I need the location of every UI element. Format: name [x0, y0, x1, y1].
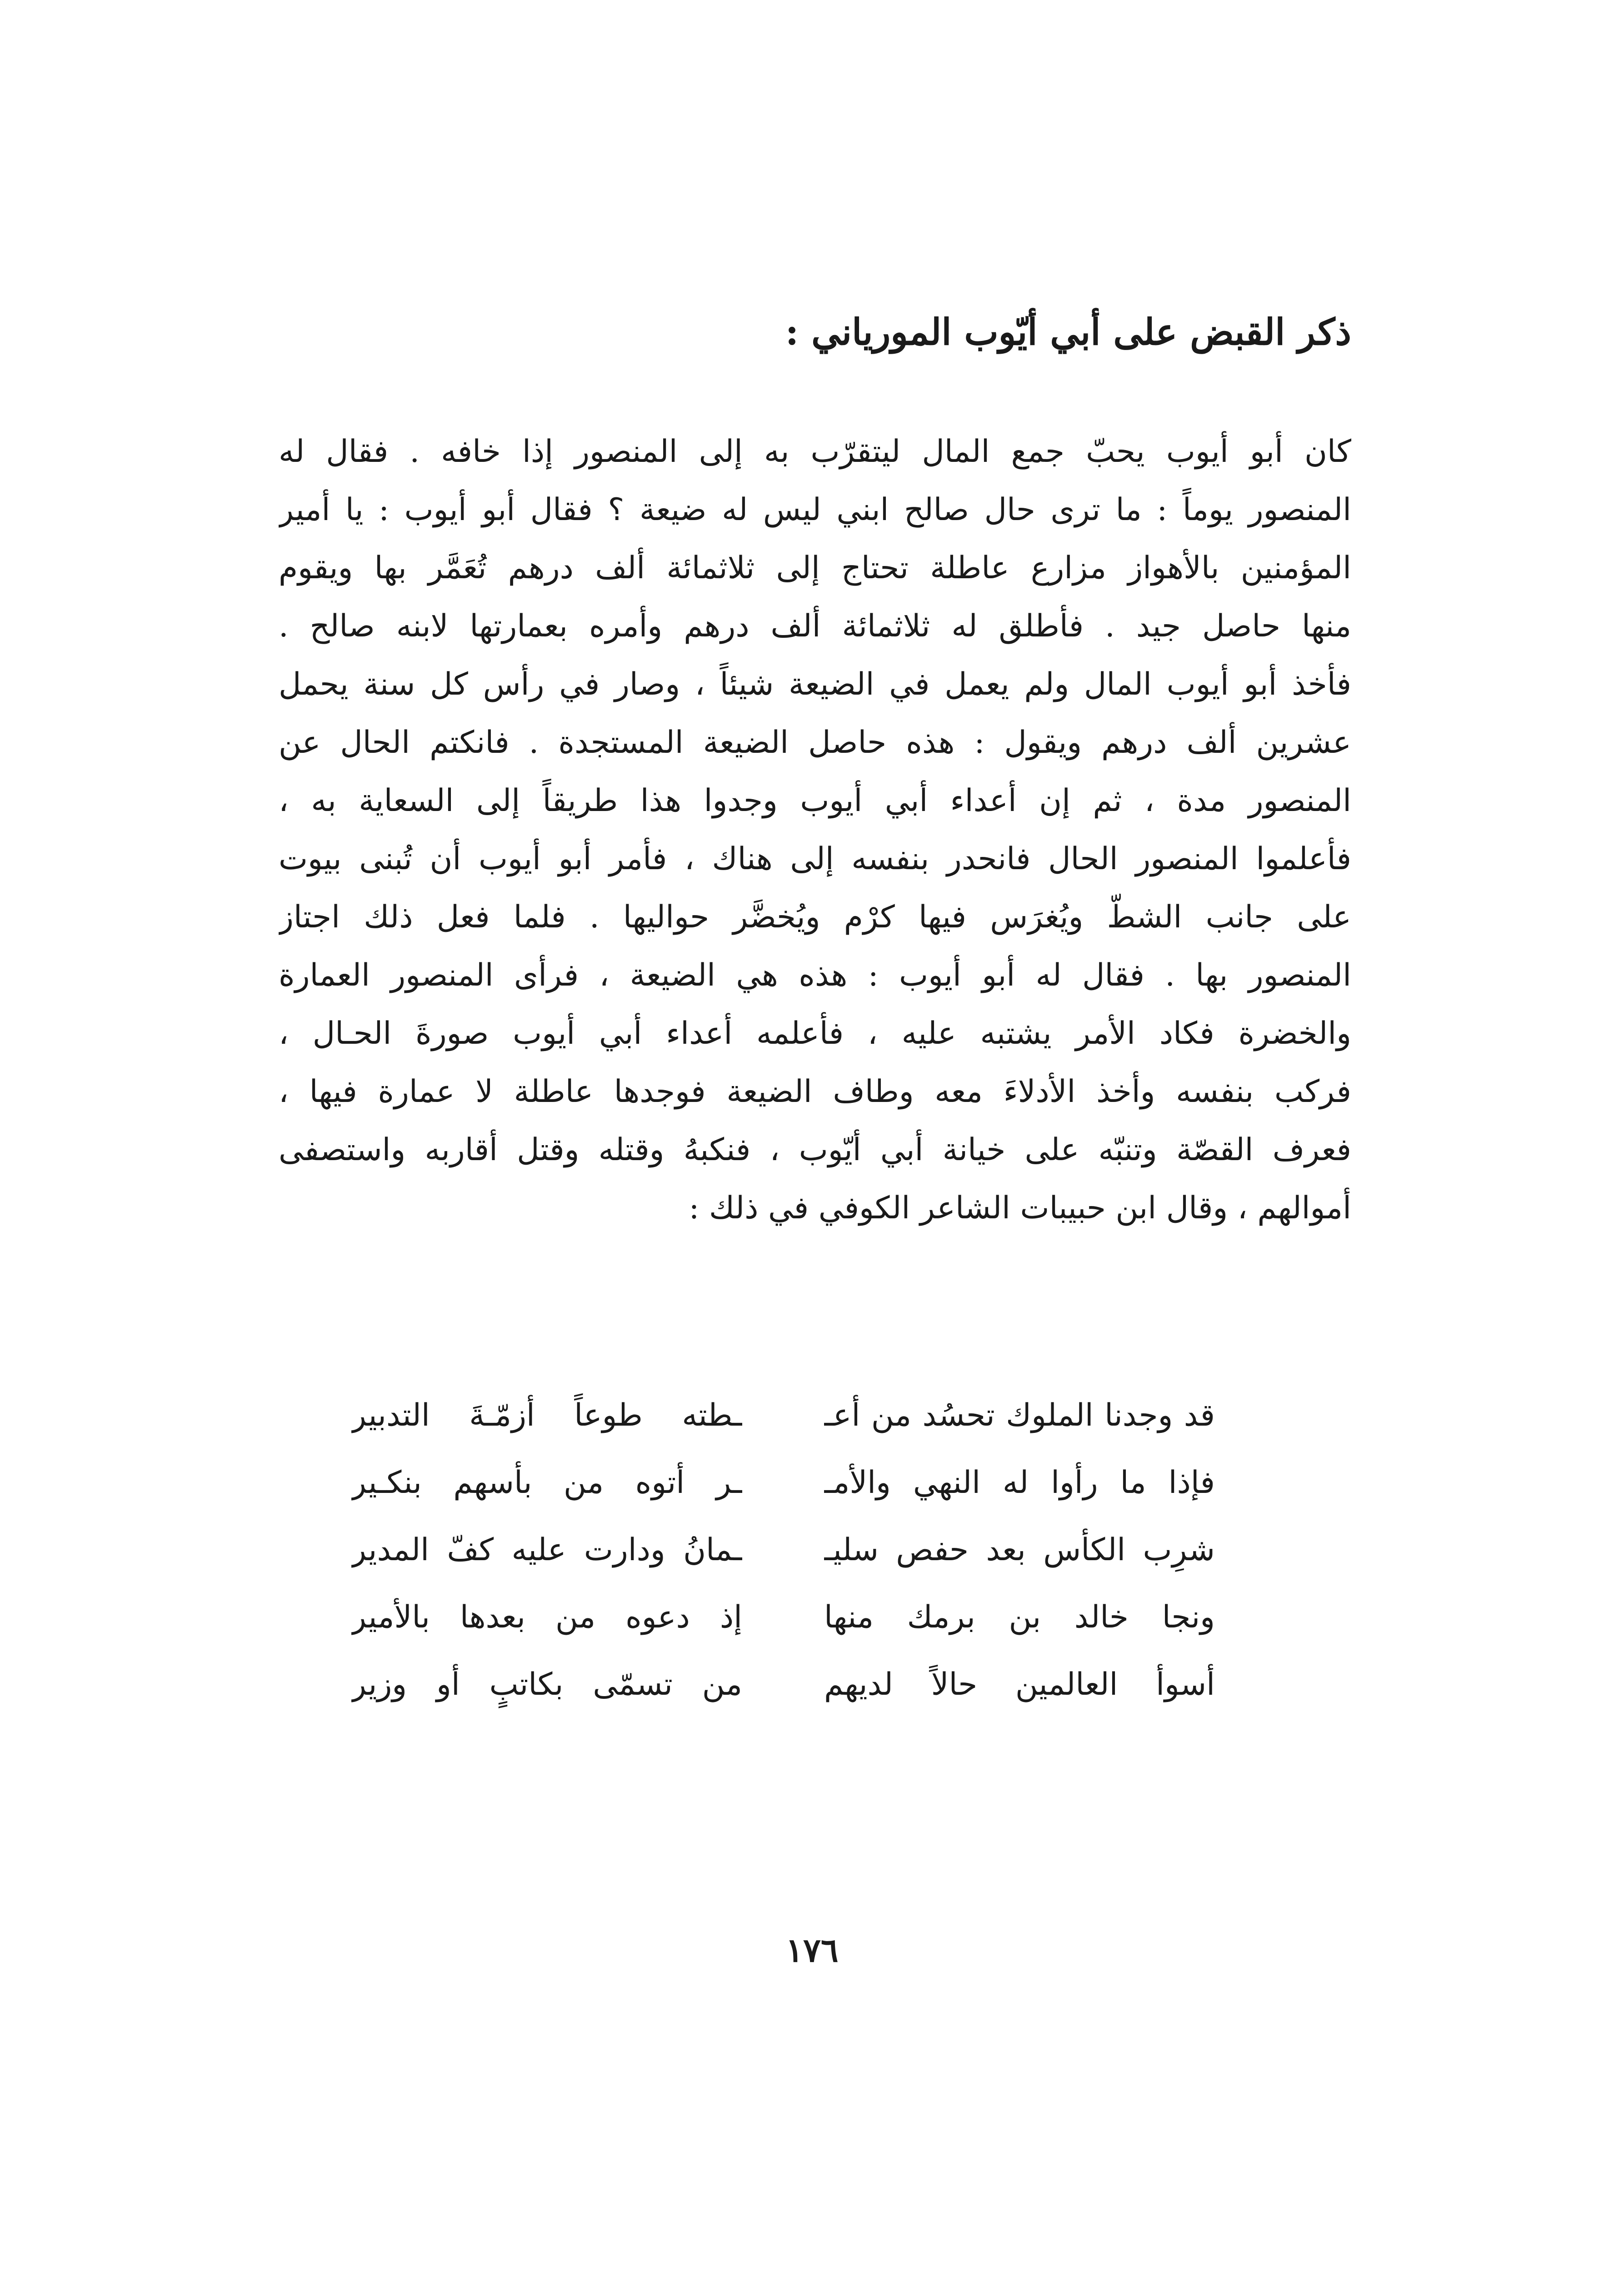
verse-second-hemistich: ـر أتوه من بأسهم بنكـير	[351, 1465, 742, 1501]
paragraph-line: فعرف القصّة وتنبّه على خيانة أبي أيّوب ، فنكبهُ وقتله وقتل أقاربه واستصفى	[279, 1132, 1351, 1168]
paragraph-line: والخضرة فكاد الأمر يشتبه عليه ، فأعلمه أعداء أبي أيوب صورةَ الحـال ،	[279, 1016, 1351, 1051]
poem	[351, 1382, 1215, 1718]
verse-first-hemistich: قد وجدنا الملوك تحسُد من أعـ	[824, 1397, 1215, 1433]
verse-first-hemistich: شرِب الكأس بعد حفص سليـ	[824, 1532, 1215, 1568]
verse-first-hemistich: ونجا خالد بن برمك منها	[824, 1599, 1215, 1635]
paragraph-line: أموالهم ، وقال ابن حبيبات الشاعر الكوفي في ذلك :	[689, 1190, 1351, 1226]
paragraph-line: فأخذ أبو أيوب المال ولم يعمل في الضيعة شيئاً ، وصار في رأس كل سنة يحمل	[279, 666, 1351, 702]
paragraph-line: المؤمنين بالأهواز مزارع عاطلة تحتاج إلى ثلاثمائة ألف درهم تُعَمَّر بها ويقوم	[279, 550, 1351, 586]
verse-second-hemistich: ـمانُ ودارت عليه كفّ المدير	[351, 1532, 742, 1568]
verse-first-hemistich: أسوأ العالمين حالاً لديهم	[824, 1667, 1215, 1702]
paragraph-line: فأعلموا المنصور الحال فانحدر بنفسه إلى هناك ، فأمر أبو أيوب أن تُبنى بيوت	[279, 841, 1351, 877]
paragraph-line: على جانب الشطّ ويُغرَس فيها كرْم ويُخضَّر حواليها . فلما فعل ذلك اجتاز	[279, 899, 1351, 935]
poem-verse	[351, 1382, 1215, 1449]
poem-verse	[351, 1651, 1215, 1718]
paragraph-line: فركب بنفسه وأخذ الأدلاءَ معه وطاف الضيعة فوجدها عاطلة لا عمارة فيها ،	[279, 1074, 1351, 1110]
paragraph-line: المنصور مدة ، ثم إن أعداء أبي أيوب وجدوا هذا طريقاً إلى السعاية به ،	[279, 783, 1351, 819]
verse-first-hemistich: فإذا ما رأوا له النهي والأمـ	[824, 1465, 1215, 1501]
verse-second-hemistich: إذ دعوه من بعدها بالأمير	[351, 1599, 742, 1635]
poem-verse	[351, 1584, 1215, 1651]
verse-second-hemistich: من تسمّى بكاتبٍ أو وزير	[351, 1667, 742, 1702]
section-heading: ذكر القبض على أبي أيّوب المورياني :	[785, 310, 1351, 353]
page-number: ١٧٦	[785, 1931, 839, 1969]
paragraph-line: كان أبو أيوب يحبّ جمع المال ليتقرّب به إلى المنصور إذا خافه . فقال له	[279, 434, 1351, 470]
paragraph-line: المنصور بها . فقال له أبو أيوب : هذه هي الضيعة ، فرأى المنصور العمارة	[279, 957, 1351, 993]
poem-verse	[351, 1449, 1215, 1517]
poem-verse	[351, 1517, 1215, 1584]
paragraph-line: المنصور يوماً : ما ترى حال صالح ابني ليس له ضيعة ؟ فقال أبو أيوب : يا أمير	[279, 492, 1351, 528]
verse-second-hemistich: ـطته طوعاً أزمّـةَ التدبير	[351, 1397, 742, 1433]
paragraph-line: عشرين ألف درهم ويقول : هذه حاصل الضيعة المستجدة . فانكتم الحال عن	[279, 725, 1351, 761]
paragraph-line: منها حاصل جيد . فأطلق له ثلاثمائة ألف درهم وأمره بعمارتها لابنه صالح .	[279, 608, 1351, 644]
body-paragraph	[279, 423, 1351, 1237]
